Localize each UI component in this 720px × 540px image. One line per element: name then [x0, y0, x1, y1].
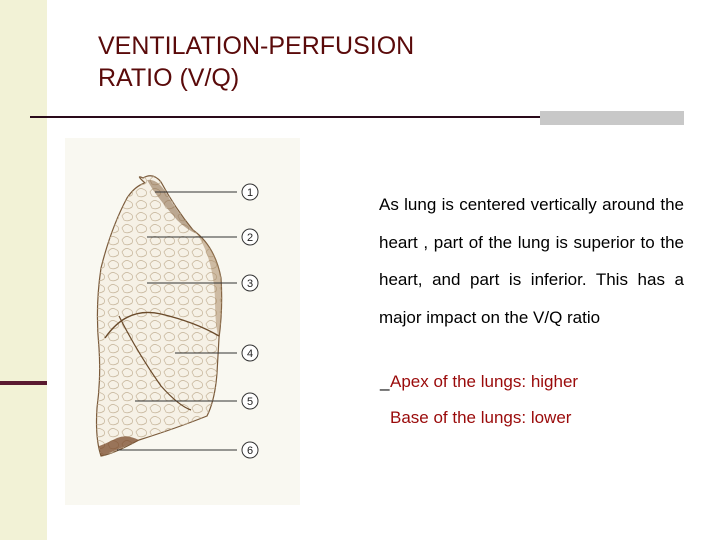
lung-illustration: [65, 138, 300, 505]
callout-number-2: 2: [246, 232, 254, 244]
bullet-apex-text: Apex of the lungs: higher: [390, 372, 579, 391]
callout-number-5: 5: [246, 396, 254, 408]
divider-accent-block: [540, 111, 684, 125]
body-paragraph: As lung is centered vertically around the heart , part of the lung is superior to the heart, and part is inferior. This has a major impact on the V/Q ratio: [379, 195, 684, 327]
bullet-list: [380, 364, 680, 436]
slide-title: [98, 30, 658, 94]
callout-number-1: 1: [246, 187, 254, 199]
bullet-base: [380, 400, 680, 436]
left-decorative-band: [0, 0, 47, 540]
callout-number-6: 6: [246, 445, 254, 457]
left-accent-bar: [0, 381, 47, 385]
bullet-apex: [380, 364, 680, 400]
lung-diagram: [65, 138, 300, 505]
callout-number-4: 4: [246, 348, 254, 360]
bullet-marker: _: [380, 372, 390, 391]
title-line-1: VENTILATION-PERFUSION: [98, 32, 415, 60]
title-line-2: RATIO (V/Q): [98, 64, 240, 92]
callout-number-3: 3: [246, 278, 254, 290]
bullet-base-text: Base of the lungs: lower: [390, 408, 572, 427]
